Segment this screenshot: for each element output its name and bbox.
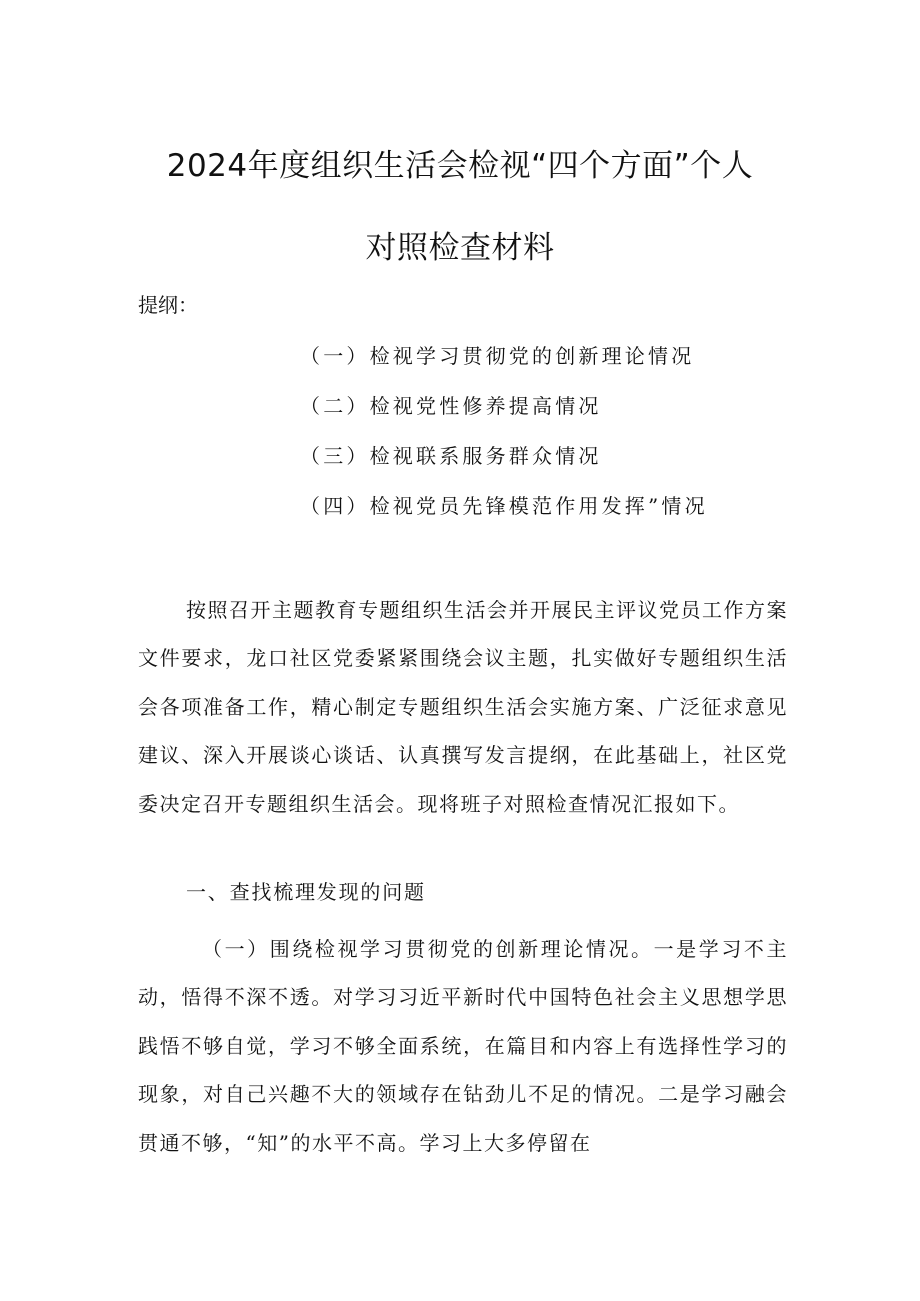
outline-item-2: （二）检视党性修养提高情况 <box>300 394 602 418</box>
outline-item-1: （一）检视学习贯彻党的创新理论情况 <box>300 344 695 368</box>
outline-item-3: （三）检视联系服务群众情况 <box>300 444 602 468</box>
section-1-paragraph: （一）围绕检视学习贯彻党的创新理论情况。一是学习不主动，悟得不深不透。对学习习近平新时代中国特色社会主义思想学思践悟不够自觉，学习不够全面系统，在篇目和内容上有选择性学习的现象，对自己兴趣不大的领域存在钻劲儿不足的情况。二是学习融会贯通不够，“知”的水平不高。学习上大多停留在 <box>138 937 788 1155</box>
section-heading-1: 一、查找梳理发现的问题 <box>186 880 426 904</box>
outline-label: 提纲： <box>138 293 198 317</box>
document-title-line-1: 2024年度组织生活会检视“四个方面”个人 <box>166 148 754 184</box>
document-title-line-2: 对照检查材料 <box>365 230 555 266</box>
intro-paragraph: 按照召开主题教育专题组织生活会并开展民主评议党员工作方案文件要求，龙口社区党委紧紧围绕会议主题，扎实做好专题组织生活会各项准备工作，精心制定专题组织生活会实施方案、广泛征求意见建议、深入开展谈心谈话、认真撰写发言提纲，在此基础上，社区党委决定召开专题组织生活会。现将班子对照检查情况汇报如下。 <box>138 598 788 816</box>
outline-item-4: （四）检视党员先锋模范作用发挥”情况 <box>300 494 708 518</box>
